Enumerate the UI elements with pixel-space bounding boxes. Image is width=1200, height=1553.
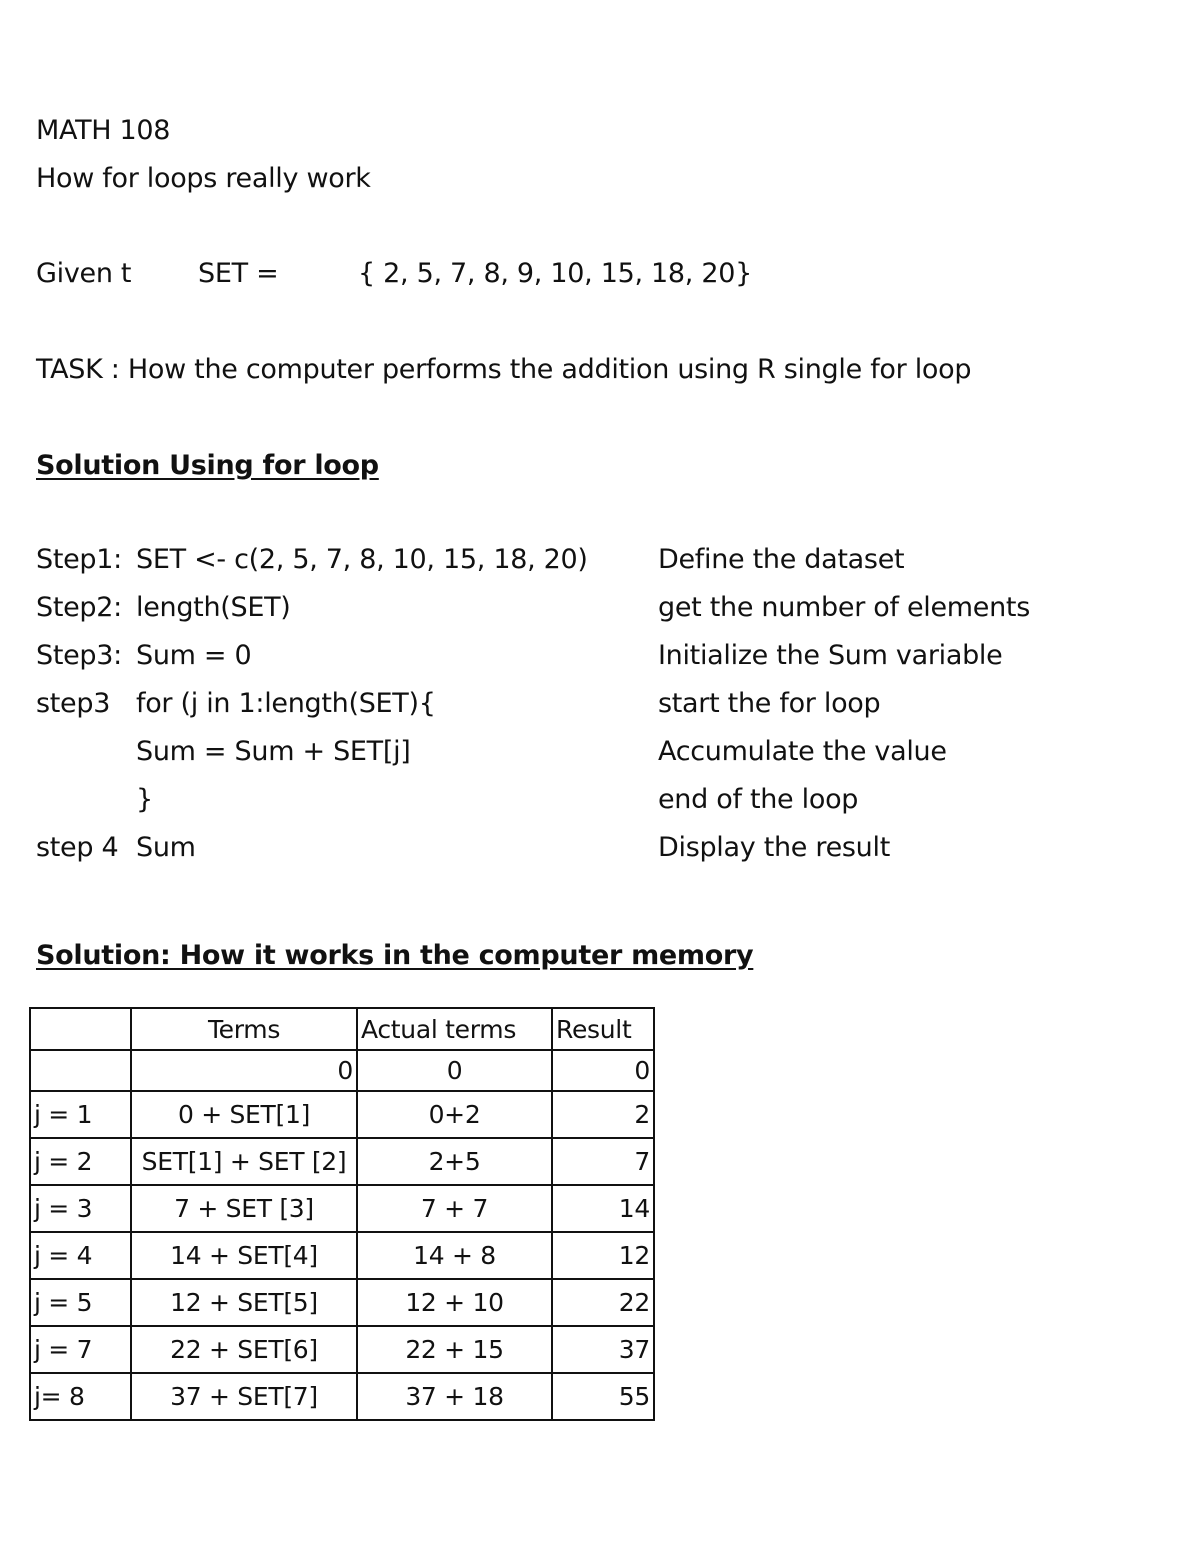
step-code: length(SET) [136,592,291,623]
table-cell: 14 + 8 [357,1232,552,1279]
solution-memory-heading: Solution: How it works in the computer memory [36,940,754,971]
table-row [30,1279,654,1326]
table-cell: 0 [131,1050,357,1091]
table-cell: j = 7 [30,1326,131,1373]
table-cell: 0 [357,1050,552,1091]
step-code: for (j in 1:length(SET){ [136,688,436,719]
table-row [30,1373,654,1420]
step-label: Step1: [36,544,122,575]
table-cell: j = 4 [30,1232,131,1279]
step-label: Step3: [36,640,122,671]
step-code: Sum = Sum + SET[j] [136,736,411,767]
step-label: step 4 [36,832,119,863]
memory-table [29,1007,655,1421]
table-cell: j = 2 [30,1138,131,1185]
table-row [30,1232,654,1279]
table-header-cell: Result [552,1008,654,1050]
table-cell: 22 [552,1279,654,1326]
table-cell: j = 5 [30,1279,131,1326]
task-statement: TASK : How the computer performs the addition using R single for loop [36,354,972,385]
table-cell: 0+2 [357,1091,552,1138]
given-set-values: { 2, 5, 7, 8, 9, 10, 15, 18, 20} [358,258,752,289]
solution-loop-heading: Solution Using for loop [36,450,379,481]
table-header-row [30,1008,654,1050]
table-cell: 2 [552,1091,654,1138]
table-row [30,1091,654,1138]
step-description: get the number of elements [658,592,1030,623]
table-cell: j = 1 [30,1091,131,1138]
step-description: Accumulate the value [658,736,947,767]
table-initial-row [30,1050,654,1091]
step-code: Sum [136,832,196,863]
given-label: Given t [36,258,132,289]
table-row [30,1185,654,1232]
table-header-cell [30,1008,131,1050]
step-label: Step2: [36,592,122,623]
table-cell: 22 + SET[6] [131,1326,357,1373]
step-code: SET <- c(2, 5, 7, 8, 10, 15, 18, 20) [136,544,588,575]
table-cell: SET[1] + SET [2] [131,1138,357,1185]
table-cell: j= 8 [30,1373,131,1420]
table-cell: 7 [552,1138,654,1185]
step-description: Define the dataset [658,544,905,575]
step-label: step3 [36,688,111,719]
step-description: Initialize the Sum variable [658,640,1003,671]
table-cell: 37 [552,1326,654,1373]
table-cell: 12 [552,1232,654,1279]
table-cell: 14 [552,1185,654,1232]
table-cell: 0 + SET[1] [131,1091,357,1138]
document-subtitle: How for loops really work [36,163,371,194]
table-cell: 7 + SET [3] [131,1185,357,1232]
table-row [30,1326,654,1373]
table-cell: 7 + 7 [357,1185,552,1232]
step-description: start the for loop [658,688,881,719]
table-cell: 12 + SET[5] [131,1279,357,1326]
step-code: } [136,784,153,815]
table-cell: 37 + SET[7] [131,1373,357,1420]
given-set-name: SET = [198,258,279,289]
table-cell: j = 3 [30,1185,131,1232]
step-description: end of the loop [658,784,859,815]
step-code: Sum = 0 [136,640,252,671]
table-header-cell: Terms [131,1008,357,1050]
table-row [30,1138,654,1185]
table-cell: 37 + 18 [357,1373,552,1420]
table-header-cell: Actual terms [357,1008,552,1050]
table-cell: 2+5 [357,1138,552,1185]
table-cell: 0 [552,1050,654,1091]
table-cell: 22 + 15 [357,1326,552,1373]
table-cell: 12 + 10 [357,1279,552,1326]
step-description: Display the result [658,832,890,863]
table-cell: 55 [552,1373,654,1420]
table-cell: 14 + SET[4] [131,1232,357,1279]
table-cell [30,1050,131,1091]
course-title: MATH 108 [36,115,171,146]
